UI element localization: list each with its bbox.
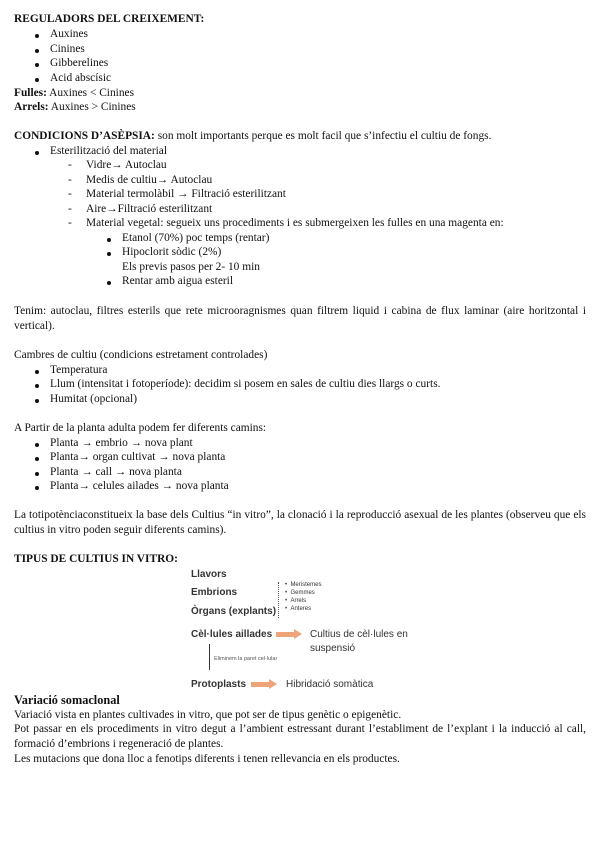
cells-result-line: suspensió bbox=[310, 643, 356, 654]
diagram-cells: Cèl·lules aillades bbox=[191, 629, 273, 640]
organ-types-bracket bbox=[278, 582, 280, 618]
bullet bbox=[35, 472, 39, 476]
list-item: Temperatura bbox=[50, 364, 108, 376]
tipus-title: TIPUS DE CULTIUS IN VITRO: bbox=[14, 553, 178, 565]
organ-type bbox=[285, 605, 321, 613]
camins-title: A Partir de la planta adulta podem fer diferents camins: bbox=[14, 422, 267, 434]
variacio-line: Variació vista en plantes cultivades in vitro, que pot ser de tipus genètic o epigenètic. bbox=[14, 709, 402, 721]
totipotencia-paragraph: La totipotènciaconstitueix la base dels Cultius “in vitro”, la clonació i la reproducció asexual de les plantes (observeu que els cultius in vitro poden seguir diferents camins). bbox=[14, 509, 586, 536]
bullet bbox=[35, 34, 39, 38]
cells-result-line: Cultius de cèl·lules en bbox=[310, 629, 408, 640]
list-item: Gibberelines bbox=[50, 57, 109, 69]
organ-type bbox=[285, 581, 321, 589]
dash: - bbox=[68, 174, 72, 186]
diagram-paret: Eliminem la paret cel·lular bbox=[214, 656, 278, 662]
diagram-protoplasts: Protoplasts bbox=[191, 679, 247, 690]
bullet bbox=[35, 63, 39, 67]
sub-item: Material termolàbil → Filtració esterilitzant bbox=[86, 188, 286, 200]
arrels-label: Arrels: bbox=[14, 101, 49, 113]
diagram-embrions: Embrions bbox=[191, 587, 238, 598]
sub-item: Vidre→ Autoclau bbox=[86, 159, 167, 171]
sub-sub-item: Hipoclorit sòdic (2%) bbox=[122, 246, 222, 258]
dash: - bbox=[68, 159, 72, 171]
diagram-organs: Òrgans (explants) bbox=[191, 606, 277, 617]
dot: • bbox=[285, 598, 291, 604]
reguladors-title: REGULADORS DEL CREIXEMENT: bbox=[14, 13, 205, 25]
fulles-label: Fulles: bbox=[14, 87, 47, 99]
diagram-cells-result bbox=[310, 628, 408, 656]
organ-types-list bbox=[285, 581, 321, 613]
sub-sub-item: Rentar amb aigua esteril bbox=[122, 275, 234, 287]
list-item: Esterilització del material bbox=[50, 145, 168, 157]
bullet bbox=[107, 252, 111, 256]
dot: • bbox=[285, 582, 291, 588]
bullet bbox=[35, 443, 39, 447]
list-item: Humitat (opcional) bbox=[50, 393, 137, 405]
organ-type-label: Arrels bbox=[290, 598, 307, 604]
arrow-right-icon bbox=[251, 680, 277, 689]
bullet bbox=[107, 238, 111, 242]
list-item: Planta→ celules ailades → nova planta bbox=[50, 480, 229, 492]
list-item: Cinines bbox=[50, 43, 85, 55]
fulles-line bbox=[14, 86, 134, 101]
list-item: Acid abscísic bbox=[50, 72, 112, 84]
dash: - bbox=[68, 188, 72, 200]
organ-type bbox=[285, 589, 321, 597]
tenim-paragraph: Tenim: autoclau, filtres esterils que rete microoragnismes quan filtrem liquid i cabina de flux laminar (aire horitzontal i vertical). bbox=[14, 305, 586, 332]
list-item: Planta → embrio → nova plant bbox=[50, 437, 193, 449]
asepsia-intro: son molt importants perque es molt facil que s’infectiu el cultiu de fongs. bbox=[157, 130, 492, 142]
variacio-line: Les mutacions que dona lloc a fenotips diferents i tenen rellevancia en els productes. bbox=[14, 753, 400, 765]
arrow-right-icon bbox=[276, 630, 302, 639]
variacio-title: Variació somaclonal bbox=[14, 693, 120, 707]
diagram-protoplasts-result: Hibridació somàtica bbox=[286, 679, 374, 690]
paret-line bbox=[209, 644, 210, 670]
organ-type bbox=[285, 597, 321, 605]
dot: • bbox=[285, 590, 291, 596]
organ-type-label: Anteres bbox=[290, 606, 312, 612]
list-item: Auxines bbox=[50, 28, 88, 40]
bullet bbox=[35, 486, 39, 490]
cambres-title: Cambres de cultiu (condicions estretament controlades) bbox=[14, 349, 268, 361]
dash: - bbox=[68, 217, 72, 229]
variacio-paragraph: Pot passar en els procediments in vitro degut a l’ambient estressant durant l’establiment de l’explant i la inducció al call, formació d’embrions i regeneració de plantes. bbox=[14, 723, 586, 750]
bullet bbox=[35, 370, 39, 374]
organ-type-label: Gemmes bbox=[290, 590, 315, 596]
bullet bbox=[35, 399, 39, 403]
bullet bbox=[35, 49, 39, 53]
bullet bbox=[35, 78, 39, 82]
bullet bbox=[35, 151, 39, 155]
list-item: Planta→ organ cultivat → nova planta bbox=[50, 451, 226, 463]
diagram-llavors: Llavors bbox=[191, 569, 227, 580]
bullet bbox=[35, 384, 39, 388]
sub-item: Medis de cultiu→ Autoclau bbox=[86, 174, 213, 186]
arrels-line bbox=[14, 100, 136, 115]
dash: - bbox=[68, 203, 72, 215]
organ-type-label: Meristemes bbox=[290, 582, 322, 588]
arrels-text: Auxines > Cinines bbox=[50, 101, 136, 113]
bullet bbox=[35, 457, 39, 461]
dot: • bbox=[285, 606, 291, 612]
fulles-text: Auxines < Cinines bbox=[49, 87, 135, 99]
list-item: Llum (intensitat i fotoperíode): decidim si posem en sales de cultiu dies llargs o curts. bbox=[50, 378, 441, 390]
asepsia-title: CONDICIONS D’ASÈPSIA: bbox=[14, 130, 155, 142]
sub-sub-item: Els previs pasos per 2- 10 min bbox=[122, 261, 260, 273]
list-item: Planta → call → nova planta bbox=[50, 466, 182, 478]
bullet bbox=[107, 281, 111, 285]
sub-sub-item: Etanol (70%) poc temps (rentar) bbox=[122, 232, 270, 244]
sub-item: Material vegetal: segueix uns procediments i es submergeixen les fulles en una magenta en: bbox=[86, 217, 504, 229]
asepsia-heading bbox=[14, 129, 491, 144]
sub-item: Aire→Filtració esterilitzant bbox=[86, 203, 213, 215]
